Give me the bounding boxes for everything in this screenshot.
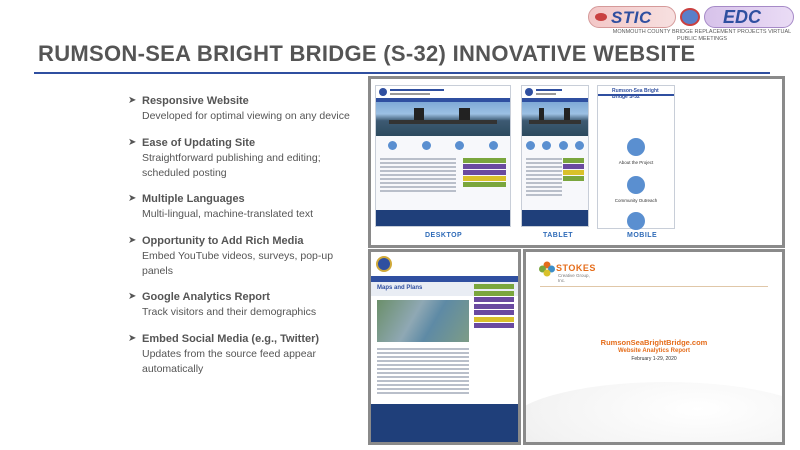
feature-heading: Embed Social Media (e.g., Twitter): [142, 332, 320, 345]
stic-logo: STIC: [588, 6, 676, 28]
report-site: RumsonSeaBrightBridge.com: [600, 338, 708, 347]
mobile-item-about: About the Project: [618, 160, 654, 165]
maps-heading: Maps and Plans: [377, 285, 423, 291]
bridge-photo: [522, 102, 588, 136]
tablet-label: TABLET: [543, 232, 574, 239]
community-icon: [627, 176, 645, 194]
county-seal-icon: [379, 88, 387, 96]
desktop-label: DESKTOP: [425, 232, 463, 239]
stic-swoosh-icon: [595, 13, 607, 21]
info-icon: [627, 138, 645, 156]
map-thumbnail: [377, 300, 469, 342]
mobile-item-outreach: Community Outreach: [614, 198, 658, 203]
feature-description: Developed for optimal viewing on any device: [142, 110, 350, 122]
report-title: Website Analytics Report: [617, 348, 691, 354]
feature-description: Embed YouTube videos, surveys, pop-up panels: [142, 249, 334, 277]
arrow-bullet-icon: ➤: [128, 332, 137, 344]
county-seal-icon: [525, 88, 533, 96]
desktop-screenshot: [375, 85, 511, 227]
feature-heading: Google Analytics Report: [142, 291, 270, 303]
feature-description: Straightforward publishing and editing; scheduled posting: [142, 151, 321, 179]
analytics-report-cover: [523, 249, 785, 445]
calendar-icon: [627, 212, 645, 230]
title-divider: [34, 72, 770, 74]
tablet-screenshot: [521, 85, 589, 227]
feature-item: [128, 332, 363, 377]
arrow-bullet-icon: ➤: [128, 95, 137, 106]
report-date: February 1-29, 2020: [631, 356, 677, 362]
mobile-label: MOBILE: [627, 232, 658, 239]
feature-heading: Multiple Languages: [142, 193, 245, 205]
header-logos: [588, 4, 796, 42]
feature-heading: Responsive Website: [142, 95, 249, 107]
company-subtitle: Creative Group, Inc.: [558, 273, 590, 283]
feature-item: [128, 94, 363, 124]
company-name: STOKES: [556, 263, 596, 273]
responsive-screens-panel: [368, 76, 785, 248]
globe-logo-icon: [680, 8, 700, 26]
arrow-bullet-icon: ➤: [128, 234, 137, 246]
feature-description: Track visitors and their demographics: [142, 306, 317, 318]
stokes-logo: [538, 260, 598, 282]
feature-item: [128, 290, 363, 320]
decorative-swoosh: [523, 382, 785, 445]
site-title: Rumson-Sea Bright Bridge S-32: [612, 88, 659, 100]
logo-caption: MONMOUTH COUNTY BRIDGE REPLACEMENT PROJECTS VIRTUAL PUBLIC MEETINGS: [612, 29, 792, 42]
feature-description: Multi-lingual, machine-translated text: [142, 208, 313, 220]
arrow-bullet-icon: ➤: [128, 136, 137, 148]
feature-heading: Ease of Updating Site: [142, 136, 256, 149]
arrow-bullet-icon: ➤: [128, 193, 137, 204]
flower-logo-icon: [538, 260, 556, 280]
arrow-bullet-icon: ➤: [128, 291, 137, 302]
mobile-screenshot: [597, 85, 675, 229]
feature-item: [128, 136, 363, 181]
feature-item: [128, 192, 363, 222]
feature-item: [128, 234, 363, 279]
bridge-photo: [376, 102, 510, 136]
county-seal-icon: [376, 256, 392, 272]
maps-plans-screenshot: [368, 249, 521, 445]
feature-description: Updates from the source feed appear automatically: [142, 347, 316, 375]
page-title: RUMSON-SEA BRIGHT BRIDGE (S-32) INNOVATIVE WEBSITE: [38, 41, 696, 66]
feature-list: [128, 94, 363, 388]
edc-logo: EDC: [704, 6, 794, 28]
feature-heading: Opportunity to Add Rich Media: [142, 234, 304, 247]
